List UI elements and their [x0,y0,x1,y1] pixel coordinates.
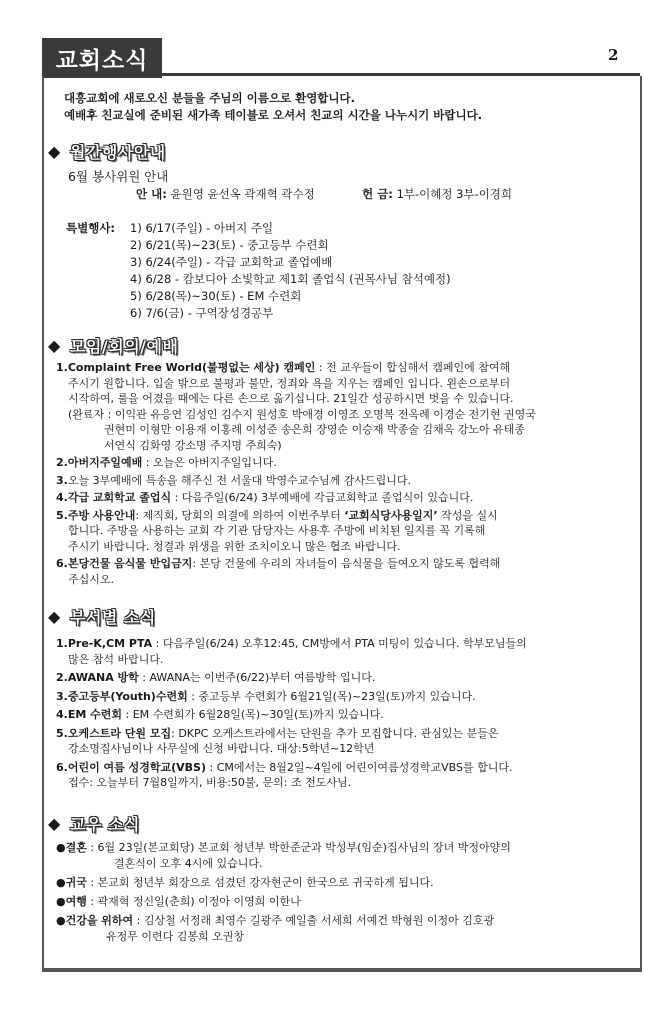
item-text: : 중고등부 수련회가 6월21일(목)~23일(토)까지 있습니다. [187,689,476,703]
section-heading-label: 부서별 소식 [70,608,156,627]
item-text: 결혼식이 오후 4시에 있습니다. [114,857,263,870]
list-item [56,508,536,524]
section-heading-members [48,812,140,835]
departments-list [56,636,527,791]
section-heading-monthly [48,140,166,163]
members-list [56,840,511,945]
item-title: 6.본당건물 음식물 반입금지 [56,557,193,570]
item-text: 유정무 이련다 김봉희 오권창 [106,930,245,943]
item-text: 접수: 오늘부터 7월8일까지, 비용:50불, 문의: 조 전도사님. [68,776,352,789]
volunteer-title: 6월 봉사위원 안내 [68,169,169,184]
item-text-emphasis: ‘교회식당사용일지’ [344,508,438,522]
welcome-message [64,90,482,124]
special-events-list [130,220,451,322]
list-item [56,670,527,686]
section-heading-label: 월간행사안내 [70,143,166,162]
item-text: : 6월 23일(본교회당) 본교회 청년부 박한준군과 박성부(임순)집사님의 장녀 박정아양의 [86,841,511,854]
list-item [56,360,536,376]
item-text: 합니다. 주방을 사용하는 교회 각 기관 담당자는 사용후 주방에 비치된 일지를 꼭 기록해 [68,524,486,537]
item-text: : DKPC 오케스트라에서는 단원을 추가 모집합니다. 관심있는 분들은 [171,726,499,740]
item-text: : EM 수련회가 6월28일(목)~30일(토)까지 있습니다. [122,708,384,721]
item-text: 주시기 원합니다. 입술 밖으로 불평과 불만, 정죄와 욕을 지우는 캠페인 입니다. 왼손으로부터 [68,376,511,390]
item-text: : 오늘은 아버지주일입니다. [142,456,277,469]
list-item [56,707,527,723]
item-text: 작성을 실시 [437,508,498,522]
list-item: 4) 6/28 - 캄보디아 소빛학교 제1회 졸업식 (권목사님 참석예정) [130,272,451,286]
item-text: 주시기 바랍니다. 청결과 위생을 위한 조치이오니 많은 협조 바랍니다. [68,539,401,553]
list-item: 2) 6/21(목)~23(토) - 중고등부 수련회 [130,238,329,252]
item-text: (완료자 : 이익관 유응연 김성인 김수지 원성호 박애경 이영조 오명복 전옥례 이경순 전기현 권영국 [68,407,536,421]
special-events-label: 특별행사: [66,221,116,235]
volunteer-roster [136,186,512,203]
item-text: 많은 참석 바랍니다. [68,652,164,666]
welcome-line: 예배후 친교실에 준비된 새가족 테이블로 오셔서 친교의 시간을 나누시기 바랍니다. [64,108,483,122]
list-item [56,875,511,891]
item-text: : 전 교우들이 합심해서 캠페인에 참여해 [315,361,511,374]
item-title: ●여행 [56,895,87,908]
usher-label: 안 내: [136,187,167,201]
welcome-line: 대흥교회에 새로오신 분들을 주님의 이름으로 환영합니다. [64,91,356,105]
item-text: : 본교회 청년부 회장으로 섬겼던 강자현군이 한국으로 귀국하게 됩니다. [86,876,434,889]
list-item [56,455,536,471]
list-item [56,760,527,776]
item-text: 시작하여, 룰을 어겼을 때에는 다른 손으로 옮기십니다. 21일간 성공하시면 벗을 수 있습니다. [68,392,514,405]
list-item [56,636,527,652]
item-text: 서연식 김화영 강소명 주지명 주희숙) [104,438,282,452]
item-title: 5.오케스트라 단원 모집 [56,726,172,740]
item-title: ●결혼 [56,841,87,854]
diamond-icon: ◆ [48,142,61,161]
list-item: 1) 6/17(주일) - 아버지 주일 [130,221,274,235]
item-text: 강소명집사님이나 사무실에 신청 바랍니다. 대상:5학년~12학년 [68,742,375,755]
page-title: 교회소식 [42,38,162,78]
item-title: 1.Pre-K,CM PTA [56,637,153,650]
section-heading-meetings [48,334,178,357]
list-item [56,473,536,489]
item-text: : AWANA는 이번주(6/22)부터 여름방학 입니다. [138,671,376,684]
list-item [56,894,511,910]
list-item [56,840,511,856]
item-title: 6.어린이 여름 성경학교(VBS) [56,760,206,774]
item-title: 4.EM 수련회 [56,708,123,721]
item-text: : 본당 건물에 우리의 자녀들이 음식물을 들여오지 않도록 협력해 [192,557,501,570]
list-item: 3) 6/24(주일) - 각급 교회학교 졸업예배 [130,255,333,269]
item-title: 2.AWANA 방학 [56,671,139,684]
item-title: ●건강을 위하여 [56,914,134,927]
item-title: 1.Complaint Free World(불평없는 세상) 캠페인 [56,361,316,374]
offering-label: 헌 금: [362,187,393,201]
page-number: 2 [608,46,619,64]
offering-value: 1부-이혜정 3부-이경희 [396,187,513,201]
list-item [56,490,536,506]
item-text: : CM에서는 8월2일~4일에 어린이여름성경학교VBS를 합니다. [206,760,513,774]
item-text: : 다음주일(6/24) 3부예배에 각급교회학교 졸업식이 있습니다. [171,491,474,504]
item-text: 주십시오. [68,572,115,586]
item-text: 오늘 3부예배에 특송을 해주신 전 서울대 박영수교수님께 감사드립니다. [67,473,411,487]
section-heading-label: 모임/회의/예배 [70,337,179,356]
diamond-icon: ◆ [48,336,61,355]
item-title: 3. [56,473,68,487]
list-item: 6) 7/6(금) - 구역장성경공부 [130,306,274,320]
list-item [56,556,536,572]
list-item [56,726,527,742]
diamond-icon: ◆ [48,814,61,833]
item-title: ●귀국 [56,876,87,889]
meetings-list [56,360,536,587]
list-item [56,689,527,705]
item-title: 5.주방 사용안내 [56,508,136,522]
list-item: 5) 6/28(목)~30(토) - EM 수련회 [130,289,302,303]
diamond-icon: ◆ [48,607,61,626]
item-text: : 제직회, 당회의 의결에 의하여 이번주부터 [135,508,345,522]
item-text: : 곽재혁 정신일(춘희) 이정아 이영희 이한나 [86,895,301,908]
list-item [56,913,511,929]
item-title: 3.중고등부(Youth)수련회 [56,689,188,703]
item-title: 4.각급 교회학교 졸업식 [56,491,172,504]
section-heading-departments [48,605,156,628]
item-title: 2.아버지주일예배 [56,456,143,469]
item-text: 권현미 이형만 이용재 이홍례 이성준 송은희 장영순 이승재 박종술 김채옥 강노아 유태종 [104,423,525,436]
usher-value: 윤원영 윤선옥 곽재혁 곽수정 [170,187,315,201]
item-text: : 다음주일(6/24) 오후12:45, CM방에서 PTA 미팅이 있습니다. 학부모님들의 [152,637,527,650]
item-text: : 김상철 서정래 최영수 길광주 예일출 서세희 서예건 박형원 이정아 김호광 [133,914,495,927]
section-heading-label: 교우 소식 [70,815,140,834]
